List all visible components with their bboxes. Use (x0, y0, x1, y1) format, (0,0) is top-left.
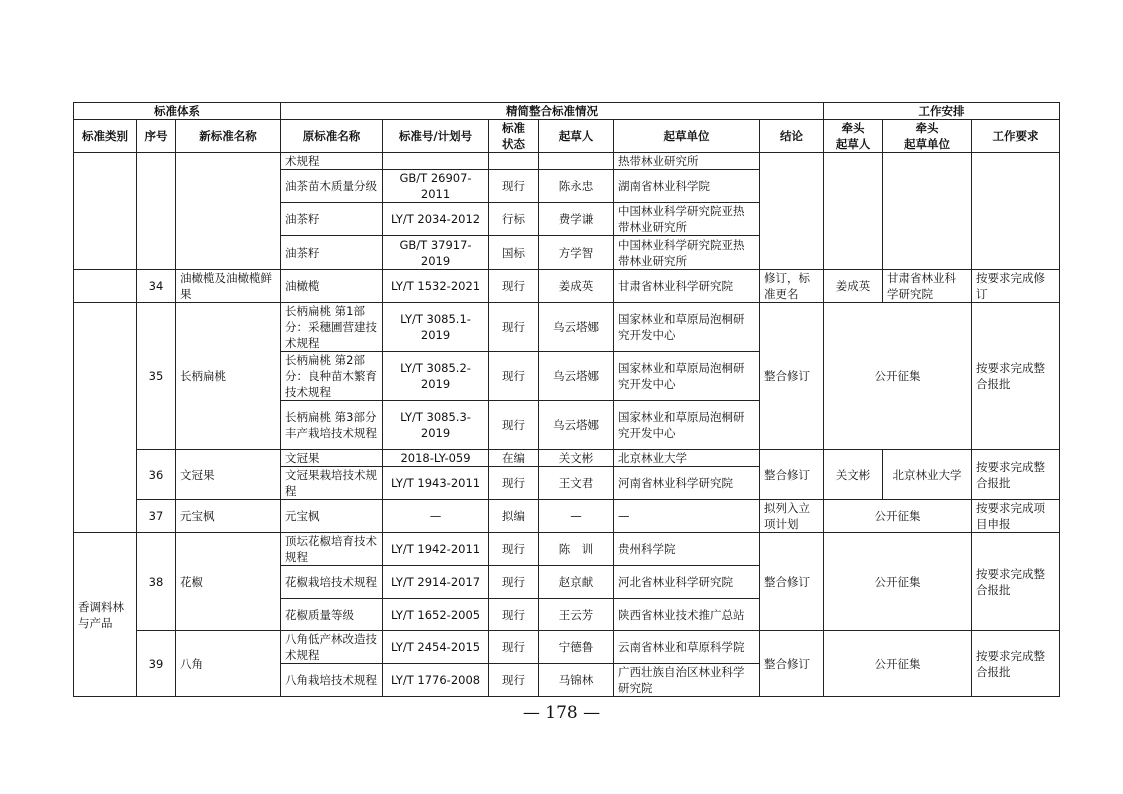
header-state (489, 120, 539, 153)
conclusion-cell: 整合修订 (760, 450, 824, 500)
state-cell: 拟编 (489, 500, 539, 533)
state-cell: 国标 (489, 236, 539, 270)
orig-name-cell: 油茶籽 (281, 236, 383, 270)
std-no-cell: LY/T 1532-2021 (383, 270, 489, 303)
std-no-cell: LY/T 1776-2008 (383, 664, 489, 697)
header-lead-unit-line1: 牵头 (915, 121, 939, 135)
no-cell: 37 (137, 500, 176, 533)
state-cell: 现行 (489, 599, 539, 631)
std-no-cell: LY/T 1943-2011 (383, 467, 489, 500)
header-unit: 起草单位 (614, 120, 760, 153)
req-cell: 按要求完成整合报批 (972, 303, 1060, 450)
new-name-cell: 文冠果 (176, 450, 281, 500)
no-cell: 35 (137, 303, 176, 450)
collect-cell: 公开征集 (824, 631, 972, 697)
lead-unit-cell: 甘肃省林业科学研究院 (883, 270, 972, 303)
orig-name-cell: 长柄扁桃 第1部分：采穗圃营建技术规程 (281, 303, 383, 352)
no-cell (137, 153, 176, 270)
header-no: 序号 (137, 120, 176, 153)
new-name-cell: 元宝枫 (176, 500, 281, 533)
header-std-no: 标准号/计划号 (383, 120, 489, 153)
no-cell: 36 (137, 450, 176, 500)
table-row (74, 303, 1060, 352)
header-lead-unit (883, 120, 972, 153)
header-lead-unit-line2: 起草单位 (904, 137, 951, 151)
std-no-cell: LY/T 2914-2017 (383, 566, 489, 599)
conclusion-cell (760, 153, 824, 270)
drafter-cell: 王云芳 (539, 599, 614, 631)
header-conclusion: 结论 (760, 120, 824, 153)
drafter-cell: 关文彬 (539, 450, 614, 467)
no-cell: 39 (137, 631, 176, 697)
drafter-cell: 赵京献 (539, 566, 614, 599)
header-state-line1: 标准 (502, 121, 526, 135)
drafter-cell: 陈 训 (539, 533, 614, 566)
collect-cell: 公开征集 (824, 303, 972, 450)
orig-name-cell: 长柄扁桃 第2部分：良种苗木繁育技术规程 (281, 352, 383, 401)
table-row (74, 450, 1060, 467)
unit-cell: 中国林业科学研究院亚热带林业研究所 (614, 203, 760, 236)
no-cell: 38 (137, 533, 176, 631)
unit-cell: 热带林业研究所 (614, 153, 760, 170)
header-orig-name: 原标准名称 (281, 120, 383, 153)
orig-name-cell: 花椒质量等级 (281, 599, 383, 631)
orig-name-cell: 八角栽培技术规程 (281, 664, 383, 697)
drafter-cell: 方学智 (539, 236, 614, 270)
unit-cell: 广西壮族自治区林业科学研究院 (614, 664, 760, 697)
table-row (74, 533, 1060, 566)
header-group-status: 精简整合标准情况 (281, 103, 824, 120)
state-cell: 现行 (489, 270, 539, 303)
unit-cell: 国家林业和草原局泡桐研究开发中心 (614, 303, 760, 352)
drafter-cell: 费学谦 (539, 203, 614, 236)
category-cell: 香调料林与产品 (74, 533, 137, 697)
req-cell (972, 153, 1060, 270)
unit-cell: 中国林业科学研究院亚热带林业研究所 (614, 236, 760, 270)
conclusion-cell: 整合修订 (760, 533, 824, 631)
state-cell: 现行 (489, 467, 539, 500)
conclusion-cell: 拟列入立项计划 (760, 500, 824, 533)
header-new-name: 新标准名称 (176, 120, 281, 153)
orig-name-cell: 油茶苗木质量分级 (281, 170, 383, 203)
orig-name-cell: 花椒栽培技术规程 (281, 566, 383, 599)
new-name-cell: 花椒 (176, 533, 281, 631)
req-cell: 按要求完成整合报批 (972, 631, 1060, 697)
std-no-cell: LY/T 2034-2012 (383, 203, 489, 236)
drafter-cell: 乌云塔娜 (539, 303, 614, 352)
lead-unit-cell (883, 153, 972, 270)
unit-cell: 河北省林业科学研究院 (614, 566, 760, 599)
unit-cell: 贵州科学院 (614, 533, 760, 566)
state-cell: 现行 (489, 566, 539, 599)
lead-unit-cell: 北京林业大学 (883, 450, 972, 500)
req-cell: 按要求完成修订 (972, 270, 1060, 303)
std-no-cell: LY/T 2454-2015 (383, 631, 489, 664)
new-name-cell: 油橄榄及油橄榄鲜果 (176, 270, 281, 303)
lead-drafter-cell: 姜成英 (824, 270, 883, 303)
state-cell: 现行 (489, 170, 539, 203)
collect-cell: 公开征集 (824, 533, 972, 631)
header-group-system: 标准体系 (74, 103, 281, 120)
req-cell: 按要求完成项目申报 (972, 500, 1060, 533)
std-no-cell: LY/T 1652-2005 (383, 599, 489, 631)
unit-cell: 河南省林业科学研究院 (614, 467, 760, 500)
state-cell: 行标 (489, 203, 539, 236)
unit-cell: 湖南省林业科学院 (614, 170, 760, 203)
req-cell: 按要求完成整合报批 (972, 533, 1060, 631)
orig-name-cell: 元宝枫 (281, 500, 383, 533)
header-group-work: 工作安排 (824, 103, 1060, 120)
orig-name-cell: 长柄扁桃 第3部分 丰产栽培技术规程 (281, 401, 383, 450)
state-cell: 现行 (489, 303, 539, 352)
orig-name-cell: 八角低产林改造技术规程 (281, 631, 383, 664)
drafter-cell: 姜成英 (539, 270, 614, 303)
std-no-cell: LY/T 3085.1-2019 (383, 303, 489, 352)
standards-table (73, 102, 1060, 697)
std-no-cell: LY/T 1942-2011 (383, 533, 489, 566)
orig-name-cell: 顶坛花椒培育技术规程 (281, 533, 383, 566)
unit-cell: 国家林业和草原局泡桐研究开发中心 (614, 401, 760, 450)
unit-cell: 北京林业大学 (614, 450, 760, 467)
header-state-line2: 状态 (502, 137, 526, 151)
category-cell (74, 153, 137, 270)
state-cell: 现行 (489, 533, 539, 566)
unit-cell: 云南省林业和草原科学院 (614, 631, 760, 664)
orig-name-cell: 术规程 (281, 153, 383, 170)
drafter-cell (539, 153, 614, 170)
std-no-cell: 2018-LY-059 (383, 450, 489, 467)
drafter-cell: 宁德鲁 (539, 631, 614, 664)
state-cell: 现行 (489, 352, 539, 401)
std-no-cell (383, 153, 489, 170)
page-number: — 178 — (522, 703, 601, 723)
conclusion-cell: 整合修订 (760, 631, 824, 697)
category-cell (74, 303, 137, 533)
state-cell: 现行 (489, 664, 539, 697)
collect-cell: 公开征集 (824, 500, 972, 533)
std-no-cell: LY/T 3085.3-2019 (383, 401, 489, 450)
orig-name-cell: 油茶籽 (281, 203, 383, 236)
unit-cell: 国家林业和草原局泡桐研究开发中心 (614, 352, 760, 401)
req-cell: 按要求完成整合报批 (972, 450, 1060, 500)
unit-cell: — (614, 500, 760, 533)
header-lead-line1: 牵头 (841, 121, 865, 135)
lead-drafter-cell (824, 153, 883, 270)
table-row (74, 270, 1060, 303)
unit-cell: 陕西省林业技术推广总站 (614, 599, 760, 631)
orig-name-cell: 文冠果 (281, 450, 383, 467)
lead-drafter-cell: 关文彬 (824, 450, 883, 500)
new-name-cell: 长柄扁桃 (176, 303, 281, 450)
state-cell: 现行 (489, 401, 539, 450)
drafter-cell: 乌云塔娜 (539, 401, 614, 450)
table-row (74, 153, 1060, 170)
drafter-cell: 陈永忠 (539, 170, 614, 203)
header-lead-drafter (824, 120, 883, 153)
std-no-cell: LY/T 3085.2-2019 (383, 352, 489, 401)
unit-cell: 甘肃省林业科学研究院 (614, 270, 760, 303)
orig-name-cell: 油橄榄 (281, 270, 383, 303)
category-cell (74, 270, 137, 303)
new-name-cell (176, 153, 281, 270)
table-row (74, 500, 1060, 533)
state-cell: 现行 (489, 631, 539, 664)
table-row (74, 631, 1060, 664)
new-name-cell: 八角 (176, 631, 281, 697)
std-no-cell: — (383, 500, 489, 533)
drafter-cell: — (539, 500, 614, 533)
orig-name-cell: 文冠果栽培技术规程 (281, 467, 383, 500)
drafter-cell: 王文君 (539, 467, 614, 500)
header-drafter: 起草人 (539, 120, 614, 153)
conclusion-cell: 整合修订 (760, 303, 824, 450)
no-cell: 34 (137, 270, 176, 303)
state-cell: 在编 (489, 450, 539, 467)
header-category: 标准类别 (74, 120, 137, 153)
header-req: 工作要求 (972, 120, 1060, 153)
std-no-cell: GB/T 37917-2019 (383, 236, 489, 270)
state-cell (489, 153, 539, 170)
std-no-cell: GB/T 26907-2011 (383, 170, 489, 203)
conclusion-cell: 修订，标准更名 (760, 270, 824, 303)
drafter-cell: 乌云塔娜 (539, 352, 614, 401)
drafter-cell: 马锦林 (539, 664, 614, 697)
header-lead-line2: 起草人 (835, 137, 871, 151)
